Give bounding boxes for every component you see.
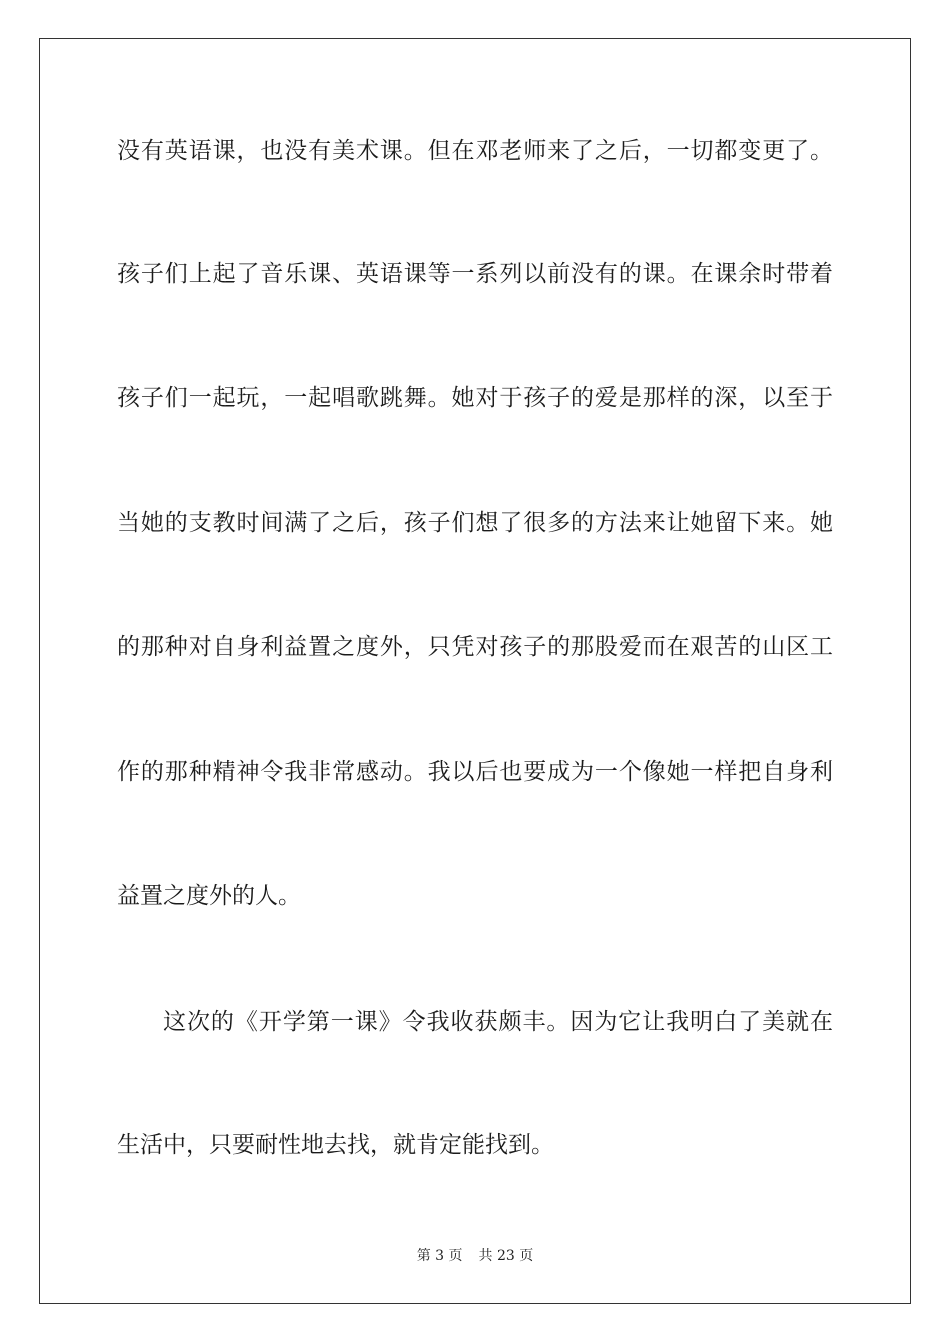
page-total: 共 23 页 [478, 1248, 534, 1264]
page-number: 第 3 页 [416, 1248, 463, 1264]
text-line: 的那种对自身利益置之度外，只凭对孩子的那股爱而在艰苦的山区工 [117, 634, 833, 660]
paragraph-first-line: 这次的《开学第一课》令我收获颇丰。因为它让我明白了美就在 [163, 1009, 833, 1035]
text-line: 没有英语课，也没有美术课。但在邓老师来了之后，一切都变更了。 [117, 138, 833, 164]
text-line: 孩子们上起了音乐课、英语课等一系列以前没有的课。在课余时带着 [117, 261, 833, 287]
page-footer [0, 1247, 950, 1265]
text-line: 作的那种精神令我非常感动。我以后也要成为一个像她一样把自身利 [117, 759, 833, 785]
text-line: 生活中，只要耐性地去找，就肯定能找到。 [117, 1132, 554, 1158]
text-line: 当她的支教时间满了之后，孩子们想了很多的方法来让她留下来。她 [117, 510, 833, 536]
page-border [39, 38, 911, 1304]
text-line: 孩子们一起玩，一起唱歌跳舞。她对于孩子的爱是那样的深，以至于 [117, 385, 833, 411]
text-line: 益置之度外的人。 [117, 883, 301, 909]
